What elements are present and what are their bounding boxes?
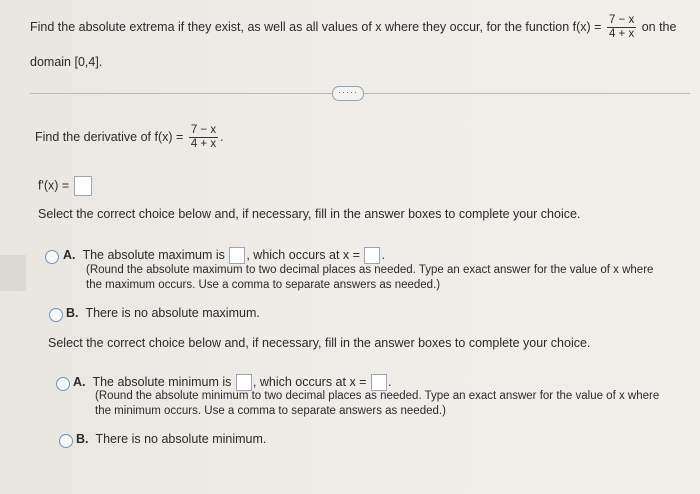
derivative-fraction xyxy=(189,124,218,151)
fraction-denominator: 4 + x xyxy=(608,28,635,40)
option-b-min-radio[interactable] xyxy=(59,434,73,448)
more-button[interactable]: ····· xyxy=(332,86,364,101)
derivative-answer-row xyxy=(38,176,93,196)
fraction-numerator: 7 − x xyxy=(608,14,635,26)
option-a-min-text1: The absolute minimum is xyxy=(92,374,232,389)
option-b-max-text: There is no absolute maximum. xyxy=(85,306,260,320)
derivative-answer-box[interactable] xyxy=(74,176,92,196)
question-after: on the xyxy=(641,19,677,34)
question-intro: Find the absolute extrema if they exist, as well as all values of x where they occur, for the function f(x) = xyxy=(30,19,602,34)
absolute-max-input[interactable] xyxy=(229,247,245,264)
part2-instruction: Select the correct choice below and, if necessary, fill in the answer boxes to complete your choice. xyxy=(48,336,591,350)
option-b-min-text: There is no absolute minimum. xyxy=(95,432,267,446)
option-a-min-note2: the minimum occurs. Use a comma to separate answers as needed.) xyxy=(95,405,446,417)
option-b-min xyxy=(76,432,266,446)
min-x-input[interactable] xyxy=(371,374,387,391)
option-a-max-end: . xyxy=(381,247,385,262)
part1-instruction: Select the correct choice below and, if necessary, fill in the answer boxes to complete your choice. xyxy=(38,207,581,221)
option-b-max xyxy=(66,306,260,320)
option-a-min-end: . xyxy=(387,374,392,389)
option-a-min-note1: (Round the absolute minimum to two decimal places as needed. Type an exact answer for the value of x where xyxy=(95,390,660,402)
option-a-min-text2: , which occurs at x = xyxy=(252,374,367,389)
option-a-max-letter: A. xyxy=(63,247,76,262)
domain-text: domain [0,4]. xyxy=(30,55,103,69)
derivative-numerator: 7 − x xyxy=(190,124,217,136)
option-a-min-letter: A. xyxy=(73,374,86,389)
function-fraction xyxy=(607,14,636,41)
derivative-denominator: 4 + x xyxy=(190,138,217,150)
side-shade xyxy=(0,255,26,291)
absolute-min-input[interactable] xyxy=(236,374,252,391)
option-b-max-letter: B. xyxy=(66,306,79,320)
option-a-max xyxy=(63,247,385,264)
derivative-prompt xyxy=(35,124,224,151)
option-a-max-text2: , which occurs at x = xyxy=(246,247,360,262)
max-x-input[interactable] xyxy=(364,247,380,264)
option-b-max-radio[interactable] xyxy=(49,308,63,322)
option-a-max-radio[interactable] xyxy=(45,250,59,264)
option-a-max-text1: The absolute maximum is xyxy=(82,247,225,262)
option-a-max-note1: (Round the absolute maximum to two decimal places as needed. Type an exact answer for the value of x where xyxy=(86,264,654,276)
option-a-max-note2: the maximum occurs. Use a comma to separate answers as needed.) xyxy=(86,279,441,291)
derivative-label: f'(x) = xyxy=(38,178,70,193)
question-text xyxy=(30,14,676,41)
derivative-end: . xyxy=(220,129,224,144)
option-a-min xyxy=(73,374,391,391)
derivative-prompt-text: Find the derivative of f(x) = xyxy=(35,129,184,144)
option-b-min-letter: B. xyxy=(76,432,89,446)
option-a-min-radio[interactable] xyxy=(56,377,70,391)
